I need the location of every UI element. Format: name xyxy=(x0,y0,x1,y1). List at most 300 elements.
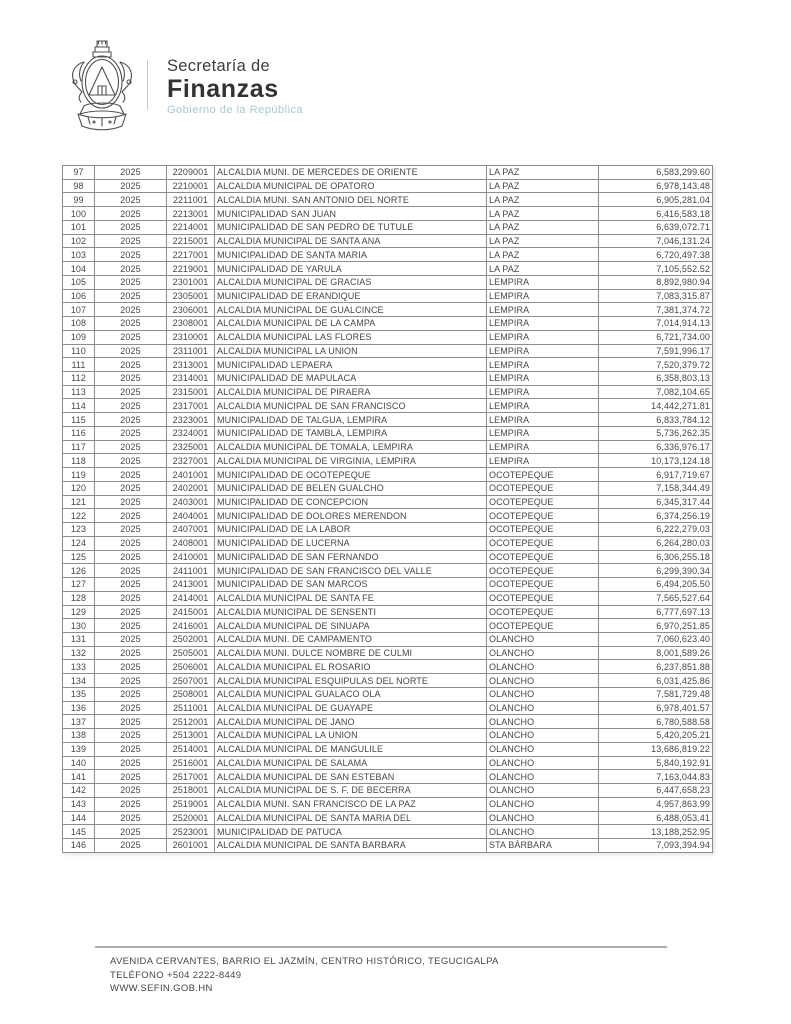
municipality-cell: MUNICIPALIDAD DE LUCERNA xyxy=(215,536,487,550)
year-cell: 2025 xyxy=(95,674,167,688)
code-cell: 2327001 xyxy=(167,454,215,468)
table-row xyxy=(63,372,713,386)
table-row xyxy=(63,811,713,825)
amount-cell: 6,306,255.18 xyxy=(599,550,713,564)
year-cell: 2025 xyxy=(95,715,167,729)
code-cell: 2416001 xyxy=(167,619,215,633)
code-cell: 2308001 xyxy=(167,317,215,331)
row-number-cell: 131 xyxy=(63,632,95,646)
amount-cell: 7,046,131.24 xyxy=(599,234,713,248)
code-cell: 2311001 xyxy=(167,344,215,358)
code-cell: 2209001 xyxy=(167,166,215,180)
department-cell: OCOTEPEQUE xyxy=(487,591,599,605)
code-cell: 2601001 xyxy=(167,838,215,852)
footer-address: AVENIDA CERVANTES, BARRIO EL JAZMÍN, CENTRO HISTÓRICO, TEGUCIGALPA xyxy=(110,956,499,967)
code-cell: 2213001 xyxy=(167,207,215,221)
department-cell: LA PAZ xyxy=(487,166,599,180)
amount-cell: 6,720,497.38 xyxy=(599,248,713,262)
department-cell: LA PAZ xyxy=(487,193,599,207)
row-number-cell: 141 xyxy=(63,770,95,784)
org-tagline: Gobierno de la República xyxy=(167,104,304,116)
code-cell: 2502001 xyxy=(167,632,215,646)
municipalities-table-body xyxy=(63,166,713,853)
code-cell: 2407001 xyxy=(167,523,215,537)
amount-cell: 7,093,394.94 xyxy=(599,838,713,852)
department-cell: OCOTEPEQUE xyxy=(487,605,599,619)
year-cell: 2025 xyxy=(95,220,167,234)
row-number-cell: 117 xyxy=(63,440,95,454)
table-row xyxy=(63,179,713,193)
table-row xyxy=(63,825,713,839)
row-number-cell: 103 xyxy=(63,248,95,262)
amount-cell: 7,014,914.13 xyxy=(599,317,713,331)
year-cell: 2025 xyxy=(95,797,167,811)
year-cell: 2025 xyxy=(95,578,167,592)
year-cell: 2025 xyxy=(95,248,167,262)
year-cell: 2025 xyxy=(95,275,167,289)
code-cell: 2519001 xyxy=(167,797,215,811)
row-number-cell: 142 xyxy=(63,784,95,798)
row-number-cell: 108 xyxy=(63,317,95,331)
department-cell: OLANCHO xyxy=(487,701,599,715)
amount-cell: 7,105,552.52 xyxy=(599,262,713,276)
row-number-cell: 146 xyxy=(63,838,95,852)
table-row xyxy=(63,426,713,440)
year-cell: 2025 xyxy=(95,317,167,331)
code-cell: 2305001 xyxy=(167,289,215,303)
amount-cell: 7,082,104.65 xyxy=(599,385,713,399)
brand-block xyxy=(167,57,303,116)
year-cell: 2025 xyxy=(95,468,167,482)
municipality-cell: ALCALDIA MUNICIPAL DE SANTA FE xyxy=(215,591,487,605)
amount-cell: 6,374,256.19 xyxy=(599,509,713,523)
year-cell: 2025 xyxy=(95,207,167,221)
department-cell: LA PAZ xyxy=(487,234,599,248)
table-row xyxy=(63,289,713,303)
amount-cell: 6,917,719.67 xyxy=(599,468,713,482)
year-cell: 2025 xyxy=(95,179,167,193)
code-cell: 2513001 xyxy=(167,729,215,743)
year-cell: 2025 xyxy=(95,166,167,180)
row-number-cell: 120 xyxy=(63,481,95,495)
amount-cell: 5,420,205.21 xyxy=(599,729,713,743)
row-number-cell: 123 xyxy=(63,523,95,537)
municipality-cell: ALCALDIA MUNICIPAL DE MANGULILE xyxy=(215,742,487,756)
code-cell: 2325001 xyxy=(167,440,215,454)
department-cell: LEMPIRA xyxy=(487,440,599,454)
table-row xyxy=(63,481,713,495)
department-cell: OCOTEPEQUE xyxy=(487,523,599,537)
year-cell: 2025 xyxy=(95,481,167,495)
row-number-cell: 127 xyxy=(63,578,95,592)
table-row xyxy=(63,701,713,715)
year-cell: 2025 xyxy=(95,385,167,399)
amount-cell: 6,777,697.13 xyxy=(599,605,713,619)
row-number-cell: 99 xyxy=(63,193,95,207)
department-cell: OLANCHO xyxy=(487,687,599,701)
code-cell: 2214001 xyxy=(167,220,215,234)
municipality-cell: ALCALDIA MUNICIPAL DE SAN ESTEBAN xyxy=(215,770,487,784)
code-cell: 2401001 xyxy=(167,468,215,482)
department-cell: OLANCHO xyxy=(487,797,599,811)
municipality-cell: ALCALDIA MUNICIPAL DE TOMALA, LEMPIRA xyxy=(215,440,487,454)
row-number-cell: 107 xyxy=(63,303,95,317)
department-cell: OCOTEPEQUE xyxy=(487,550,599,564)
code-cell: 2523001 xyxy=(167,825,215,839)
year-cell: 2025 xyxy=(95,687,167,701)
code-cell: 2410001 xyxy=(167,550,215,564)
row-number-cell: 100 xyxy=(63,207,95,221)
department-cell: LA PAZ xyxy=(487,207,599,221)
table-row xyxy=(63,454,713,468)
year-cell: 2025 xyxy=(95,838,167,852)
amount-cell: 6,639,072.71 xyxy=(599,220,713,234)
municipality-cell: ALCALDIA MUNICIPAL DE OPATORO xyxy=(215,179,487,193)
department-cell: LEMPIRA xyxy=(487,330,599,344)
amount-cell: 6,264,280.03 xyxy=(599,536,713,550)
org-name-line2: Finanzas xyxy=(167,75,279,103)
row-number-cell: 97 xyxy=(63,166,95,180)
row-number-cell: 129 xyxy=(63,605,95,619)
department-cell: OCOTEPEQUE xyxy=(487,509,599,523)
department-cell: LEMPIRA xyxy=(487,275,599,289)
municipality-cell: ALCALDIA MUNICIPAL DE PIRAERA xyxy=(215,385,487,399)
department-cell: LEMPIRA xyxy=(487,399,599,413)
amount-cell: 7,591,996.17 xyxy=(599,344,713,358)
department-cell: LEMPIRA xyxy=(487,426,599,440)
table-row xyxy=(63,523,713,537)
code-cell: 2402001 xyxy=(167,481,215,495)
department-cell: OCOTEPEQUE xyxy=(487,564,599,578)
row-number-cell: 106 xyxy=(63,289,95,303)
amount-cell: 6,299,390.34 xyxy=(599,564,713,578)
year-cell: 2025 xyxy=(95,193,167,207)
table-row xyxy=(63,495,713,509)
table-row xyxy=(63,262,713,276)
department-cell: OCOTEPEQUE xyxy=(487,495,599,509)
table-row xyxy=(63,509,713,523)
code-cell: 2413001 xyxy=(167,578,215,592)
year-cell: 2025 xyxy=(95,701,167,715)
row-number-cell: 121 xyxy=(63,495,95,509)
table-row xyxy=(63,358,713,372)
row-number-cell: 122 xyxy=(63,509,95,523)
row-number-cell: 115 xyxy=(63,413,95,427)
municipality-cell: ALCALDIA MUNI. SAN ANTONIO DEL NORTE xyxy=(215,193,487,207)
footer-website: WWW.SEFIN.GOB.HN xyxy=(110,983,213,994)
code-cell: 2512001 xyxy=(167,715,215,729)
amount-cell: 6,721,734.00 xyxy=(599,330,713,344)
municipality-cell: ALCALDIA MUNICIPAL LAS FLORES xyxy=(215,330,487,344)
department-cell: OLANCHO xyxy=(487,632,599,646)
department-cell: OLANCHO xyxy=(487,729,599,743)
code-cell: 2215001 xyxy=(167,234,215,248)
department-cell: OLANCHO xyxy=(487,756,599,770)
department-cell: OLANCHO xyxy=(487,646,599,660)
row-number-cell: 105 xyxy=(63,275,95,289)
row-number-cell: 119 xyxy=(63,468,95,482)
municipality-cell: ALCALDIA MUNICIPAL EL ROSARIO xyxy=(215,660,487,674)
amount-cell: 13,686,819.22 xyxy=(599,742,713,756)
code-cell: 2217001 xyxy=(167,248,215,262)
department-cell: OLANCHO xyxy=(487,715,599,729)
code-cell: 2310001 xyxy=(167,330,215,344)
table-row xyxy=(63,797,713,811)
table-row xyxy=(63,330,713,344)
amount-cell: 6,358,803.13 xyxy=(599,372,713,386)
year-cell: 2025 xyxy=(95,399,167,413)
municipality-cell: ALCALDIA MUNICIPAL DE LA CAMPA xyxy=(215,317,487,331)
table-row xyxy=(63,536,713,550)
amount-cell: 6,833,784.12 xyxy=(599,413,713,427)
department-cell: OLANCHO xyxy=(487,660,599,674)
amount-cell: 6,583,299.60 xyxy=(599,166,713,180)
municipality-cell: MUNICIPALIDAD DE SAN FRANCISCO DEL VALLE xyxy=(215,564,487,578)
department-cell: OCOTEPEQUE xyxy=(487,481,599,495)
municipality-cell: MUNICIPALIDAD DE LA LABOR xyxy=(215,523,487,537)
code-cell: 2314001 xyxy=(167,372,215,386)
municipality-cell: ALCALDIA MUNICIPAL DE GUAYAPE xyxy=(215,701,487,715)
table-row xyxy=(63,234,713,248)
row-number-cell: 139 xyxy=(63,742,95,756)
year-cell: 2025 xyxy=(95,358,167,372)
municipal-transfers-table xyxy=(62,165,713,853)
amount-cell: 7,158,344.49 xyxy=(599,481,713,495)
year-cell: 2025 xyxy=(95,784,167,798)
table-row xyxy=(63,207,713,221)
table-row xyxy=(63,564,713,578)
table-row xyxy=(63,619,713,633)
department-cell: LEMPIRA xyxy=(487,289,599,303)
code-cell: 2219001 xyxy=(167,262,215,276)
municipality-cell: ALCALDIA MUNICIPAL ESQUIPULAS DEL NORTE xyxy=(215,674,487,688)
row-number-cell: 144 xyxy=(63,811,95,825)
municipality-cell: MUNICIPALIDAD DE DOLORES MERENDON xyxy=(215,509,487,523)
table-row xyxy=(63,413,713,427)
code-cell: 2516001 xyxy=(167,756,215,770)
municipality-cell: MUNICIPALIDAD SAN JUAN xyxy=(215,207,487,221)
department-cell: LA PAZ xyxy=(487,262,599,276)
municipality-cell: ALCALDIA MUNI. DE CAMPAMENTO xyxy=(215,632,487,646)
department-cell: LEMPIRA xyxy=(487,317,599,331)
row-number-cell: 111 xyxy=(63,358,95,372)
department-cell: LA PAZ xyxy=(487,179,599,193)
code-cell: 2518001 xyxy=(167,784,215,798)
code-cell: 2404001 xyxy=(167,509,215,523)
municipality-cell: MUNICIPALIDAD DE SANTA MARIA xyxy=(215,248,487,262)
amount-cell: 6,978,401.57 xyxy=(599,701,713,715)
row-number-cell: 126 xyxy=(63,564,95,578)
code-cell: 2323001 xyxy=(167,413,215,427)
department-cell: OLANCHO xyxy=(487,825,599,839)
municipality-cell: ALCALDIA MUNI. DULCE NOMBRE DE CULMI xyxy=(215,646,487,660)
row-number-cell: 109 xyxy=(63,330,95,344)
code-cell: 2210001 xyxy=(167,179,215,193)
table-row xyxy=(63,729,713,743)
year-cell: 2025 xyxy=(95,632,167,646)
row-number-cell: 125 xyxy=(63,550,95,564)
table-row xyxy=(63,715,713,729)
municipality-cell: ALCALDIA MUNI. DE MERCEDES DE ORIENTE xyxy=(215,166,487,180)
row-number-cell: 102 xyxy=(63,234,95,248)
year-cell: 2025 xyxy=(95,523,167,537)
table-row xyxy=(63,166,713,180)
table-row xyxy=(63,742,713,756)
year-cell: 2025 xyxy=(95,825,167,839)
code-cell: 2415001 xyxy=(167,605,215,619)
amount-cell: 4,957,863.99 xyxy=(599,797,713,811)
table-row xyxy=(63,674,713,688)
department-cell: LEMPIRA xyxy=(487,413,599,427)
year-cell: 2025 xyxy=(95,454,167,468)
municipality-cell: MUNICIPALIDAD DE TALGUA, LEMPIRA xyxy=(215,413,487,427)
department-cell: LEMPIRA xyxy=(487,385,599,399)
row-number-cell: 143 xyxy=(63,797,95,811)
amount-cell: 6,237,851.88 xyxy=(599,660,713,674)
code-cell: 2306001 xyxy=(167,303,215,317)
municipality-cell: MUNICIPALIDAD DE PATUCA xyxy=(215,825,487,839)
department-cell: OLANCHO xyxy=(487,784,599,798)
municipality-cell: ALCALDIA MUNICIPAL DE GRACIAS xyxy=(215,275,487,289)
code-cell: 2520001 xyxy=(167,811,215,825)
table-row xyxy=(63,399,713,413)
municipality-cell: ALCALDIA MUNICIPAL GUALACO OLA xyxy=(215,687,487,701)
code-cell: 2211001 xyxy=(167,193,215,207)
table-row xyxy=(63,220,713,234)
department-cell: OCOTEPEQUE xyxy=(487,468,599,482)
year-cell: 2025 xyxy=(95,234,167,248)
municipality-cell: ALCALDIA MUNICIPAL LA UNION xyxy=(215,344,487,358)
municipality-cell: MUNICIPALIDAD DE SAN PEDRO DE TUTULE xyxy=(215,220,487,234)
footer-text-block xyxy=(110,955,499,996)
code-cell: 2507001 xyxy=(167,674,215,688)
table-row xyxy=(63,303,713,317)
table-row xyxy=(63,578,713,592)
row-number-cell: 137 xyxy=(63,715,95,729)
municipality-cell: MUNICIPALIDAD DE MAPULACA xyxy=(215,372,487,386)
row-number-cell: 113 xyxy=(63,385,95,399)
year-cell: 2025 xyxy=(95,509,167,523)
year-cell: 2025 xyxy=(95,619,167,633)
honduras-coat-of-arms-icon xyxy=(64,38,140,134)
amount-cell: 6,345,317.44 xyxy=(599,495,713,509)
row-number-cell: 116 xyxy=(63,426,95,440)
amount-cell: 6,447,658.23 xyxy=(599,784,713,798)
table-row xyxy=(63,468,713,482)
row-number-cell: 110 xyxy=(63,344,95,358)
amount-cell: 7,060,623.40 xyxy=(599,632,713,646)
footer-phone: TELÉFONO +504 2222-8449 xyxy=(110,969,242,981)
municipality-cell: ALCALDIA MUNICIPAL DE SALAMA xyxy=(215,756,487,770)
amount-cell: 6,905,281.04 xyxy=(599,193,713,207)
amount-cell: 6,416,583.18 xyxy=(599,207,713,221)
row-number-cell: 128 xyxy=(63,591,95,605)
table-row xyxy=(63,687,713,701)
municipality-cell: MUNICIPALIDAD DE ERANDIQUE xyxy=(215,289,487,303)
row-number-cell: 101 xyxy=(63,220,95,234)
amount-cell: 6,494,205.50 xyxy=(599,578,713,592)
year-cell: 2025 xyxy=(95,605,167,619)
year-cell: 2025 xyxy=(95,591,167,605)
code-cell: 2317001 xyxy=(167,399,215,413)
code-cell: 2301001 xyxy=(167,275,215,289)
municipality-cell: ALCALDIA MUNICIPAL DE SANTA BARBARA xyxy=(215,838,487,852)
row-number-cell: 118 xyxy=(63,454,95,468)
table-row xyxy=(63,550,713,564)
row-number-cell: 134 xyxy=(63,674,95,688)
amount-cell: 7,381,374.72 xyxy=(599,303,713,317)
municipality-cell: ALCALDIA MUNICIPAL DE SANTA MARIA DEL xyxy=(215,811,487,825)
amount-cell: 6,780,588.58 xyxy=(599,715,713,729)
amount-cell: 6,970,251.85 xyxy=(599,619,713,633)
department-cell: STA BÁRBARA xyxy=(487,838,599,852)
amount-cell: 7,581,729.48 xyxy=(599,687,713,701)
year-cell: 2025 xyxy=(95,495,167,509)
amount-cell: 10,173,124.18 xyxy=(599,454,713,468)
municipality-cell: MUNICIPALIDAD DE CONCEPCION xyxy=(215,495,487,509)
amount-cell: 6,031,425.86 xyxy=(599,674,713,688)
amount-cell: 7,565,527.64 xyxy=(599,591,713,605)
table-row xyxy=(63,646,713,660)
year-cell: 2025 xyxy=(95,372,167,386)
department-cell: LEMPIRA xyxy=(487,372,599,386)
municipality-cell: MUNICIPALIDAD DE SAN MARCOS xyxy=(215,578,487,592)
row-number-cell: 130 xyxy=(63,619,95,633)
department-cell: LA PAZ xyxy=(487,220,599,234)
amount-cell: 8,001,589.26 xyxy=(599,646,713,660)
year-cell: 2025 xyxy=(95,646,167,660)
row-number-cell: 145 xyxy=(63,825,95,839)
department-cell: LEMPIRA xyxy=(487,358,599,372)
year-cell: 2025 xyxy=(95,426,167,440)
code-cell: 2313001 xyxy=(167,358,215,372)
municipality-cell: MUNICIPALIDAD DE TAMBLA, LEMPIRA xyxy=(215,426,487,440)
table-row xyxy=(63,632,713,646)
municipality-cell: ALCALDIA MUNICIPAL DE JANO xyxy=(215,715,487,729)
table-row xyxy=(63,440,713,454)
amount-cell: 7,163,044.83 xyxy=(599,770,713,784)
row-number-cell: 114 xyxy=(63,399,95,413)
table-row xyxy=(63,770,713,784)
department-cell: LEMPIRA xyxy=(487,344,599,358)
amount-cell: 13,188,252.95 xyxy=(599,825,713,839)
year-cell: 2025 xyxy=(95,303,167,317)
year-cell: 2025 xyxy=(95,330,167,344)
amount-cell: 5,840,192.91 xyxy=(599,756,713,770)
code-cell: 2511001 xyxy=(167,701,215,715)
code-cell: 2324001 xyxy=(167,426,215,440)
table-row xyxy=(63,756,713,770)
municipality-cell: ALCALDIA MUNICIPAL DE S. F. DE BECERRA xyxy=(215,784,487,798)
municipality-cell: MUNICIPALIDAD DE OCOTEPEQUE xyxy=(215,468,487,482)
municipality-cell: ALCALDIA MUNICIPAL DE SINUAPA xyxy=(215,619,487,633)
department-cell: OCOTEPEQUE xyxy=(487,536,599,550)
municipality-cell: ALCALDIA MUNICIPAL LA UNION xyxy=(215,729,487,743)
department-cell: OCOTEPEQUE xyxy=(487,578,599,592)
table-row xyxy=(63,784,713,798)
org-name-line1: Secretaría de xyxy=(167,57,270,75)
table-row xyxy=(63,838,713,852)
municipality-cell: ALCALDIA MUNICIPAL DE SAN FRANCISCO xyxy=(215,399,487,413)
year-cell: 2025 xyxy=(95,536,167,550)
year-cell: 2025 xyxy=(95,289,167,303)
table-row xyxy=(63,317,713,331)
code-cell: 2315001 xyxy=(167,385,215,399)
year-cell: 2025 xyxy=(95,770,167,784)
code-cell: 2403001 xyxy=(167,495,215,509)
municipality-cell: MUNICIPALIDAD DE SAN FERNANDO xyxy=(215,550,487,564)
municipality-cell: ALCALDIA MUNICIPAL DE SANTA ANA xyxy=(215,234,487,248)
